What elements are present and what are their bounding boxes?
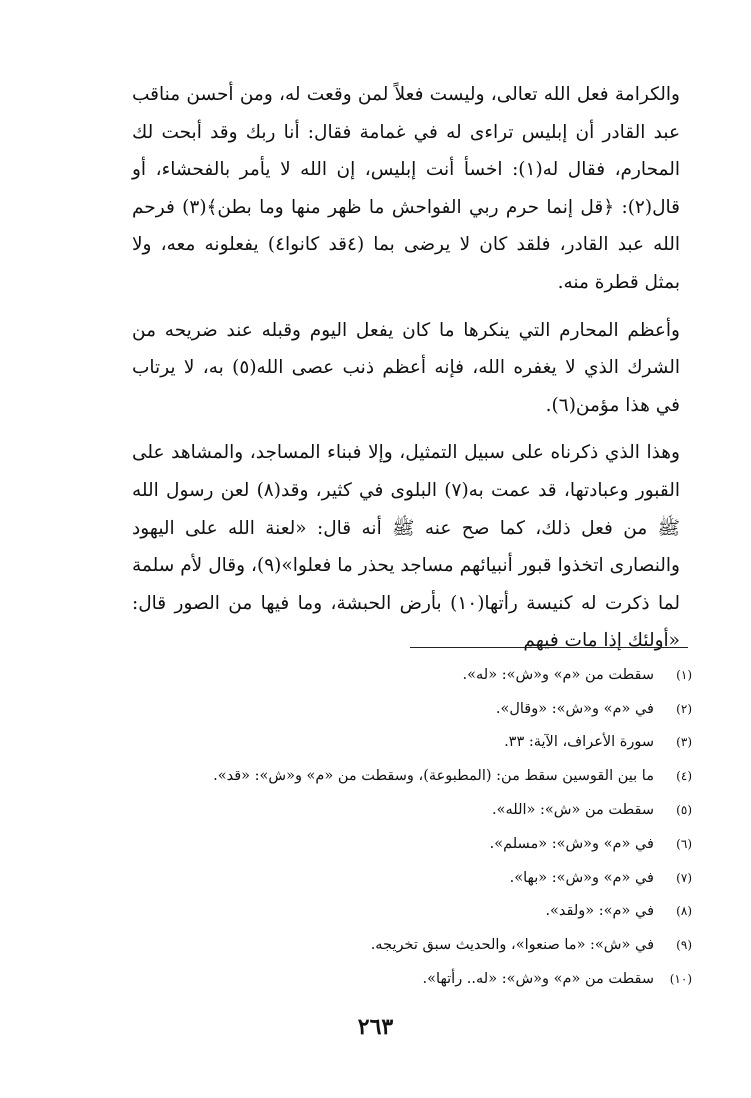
footnote-5 bbox=[140, 793, 692, 827]
footnote-1 bbox=[140, 658, 692, 692]
footnote-6 bbox=[140, 827, 692, 861]
footnote-divider bbox=[410, 647, 688, 648]
footnote-number: (١٠) bbox=[669, 972, 692, 987]
footnote-9 bbox=[140, 928, 692, 962]
footnote-3 bbox=[140, 726, 692, 760]
footnote-number: (٧) bbox=[676, 870, 692, 885]
paragraph-2: وأعظم المحارم التي ينكرها ما كان يفعل اليوم وقبله عند ضريحه من الشرك الذي لا يغفره الله، فإنه أعظم ذنب عصى الله(٥) به، لا يرتاب في هذا مؤمن(٦). bbox=[132, 319, 680, 416]
footnote-2 bbox=[140, 692, 692, 726]
footnote-8 bbox=[140, 895, 692, 929]
paragraph-1: والكرامة فعل الله تعالى، وليست فعلاً لمن وقعت له، ومن أحسن مناقب عبد القادر أن إبليس تراءى له في غمامة فقال: أنا ربك وقد أبحت لك المحارم، فقال له(١): اخسأ أنت إبليس، إن الله لا يأمر بالفحشاء، أو قال(٢): ﴿قل إنما حرم ربي الفواحش ما ظهر منها وما بطن﴾(٣) فرحم الله عبد القادر، فلقد كان لا يرضى بما (٤قد كانوا٤) يفعلونه معه، ولا بمثل قطرة منه. bbox=[132, 84, 680, 293]
footnote-text: سقطت من «م» و«ش»: «له». bbox=[462, 666, 654, 683]
footnote-number: (٥) bbox=[676, 803, 692, 818]
footnote-number: (٤) bbox=[676, 769, 692, 784]
body-text bbox=[132, 76, 680, 660]
footnote-number: (٦) bbox=[676, 836, 692, 851]
footnote-text: سورة الأعراف، الآية: ٣٣. bbox=[504, 734, 654, 751]
footnote-text: في «م»: «ولقد». bbox=[545, 903, 654, 920]
footnote-number: (٩) bbox=[676, 938, 692, 953]
footnote-number: (٢) bbox=[676, 701, 692, 716]
footnote-number: (٨) bbox=[676, 904, 692, 919]
footnotes bbox=[140, 658, 692, 996]
footnote-text: في «م» و«ش»: «مسلم». bbox=[489, 835, 654, 852]
footnote-text: ما بين القوسين سقط من: (المطبوعة)، وسقطت من «م» و«ش»: «قد». bbox=[213, 768, 654, 785]
footnote-text: في «ش»: «ما صنعوا»، والحديث سبق تخريجه. bbox=[370, 937, 654, 954]
footnote-number: (٣) bbox=[676, 735, 692, 750]
footnote-10 bbox=[140, 962, 692, 996]
page-number: ٢٦٣ bbox=[357, 1014, 394, 1040]
footnote-text: في «م» و«ش»: «بها». bbox=[509, 869, 654, 886]
footnote-text: سقطت من «ش»: «الله». bbox=[492, 802, 654, 819]
paragraph-3: وهذا الذي ذكرناه على سبيل التمثيل، وإلا فبناء المساجد، والمشاهد على القبور وعبادتها، قد عمت به(٧) البلوى في كثير، وقد(٨) لعن رسول الله ﷺ من فعل ذلك، كما صح عنه ﷺ أنه قال: «لعنة الله على اليهود والنصارى اتخذوا قبور أنبيائهم مساجد يحذر ما فعلوا»(٩)، وقال لأم سلمة لما ذكرت له كنيسة رأتها(١٠) بأرض الحبشة، وما فيها من الصور قال: «أولئك إذا مات فيهم bbox=[132, 442, 680, 652]
footnote-7 bbox=[140, 861, 692, 895]
footnote-number: (١) bbox=[676, 667, 692, 682]
footnote-text: سقطت من «م» و«ش»: «له.. رأتها». bbox=[422, 971, 654, 988]
footnote-4 bbox=[140, 759, 692, 793]
footnote-text: في «م» و«ش»: «وقال». bbox=[495, 700, 654, 717]
